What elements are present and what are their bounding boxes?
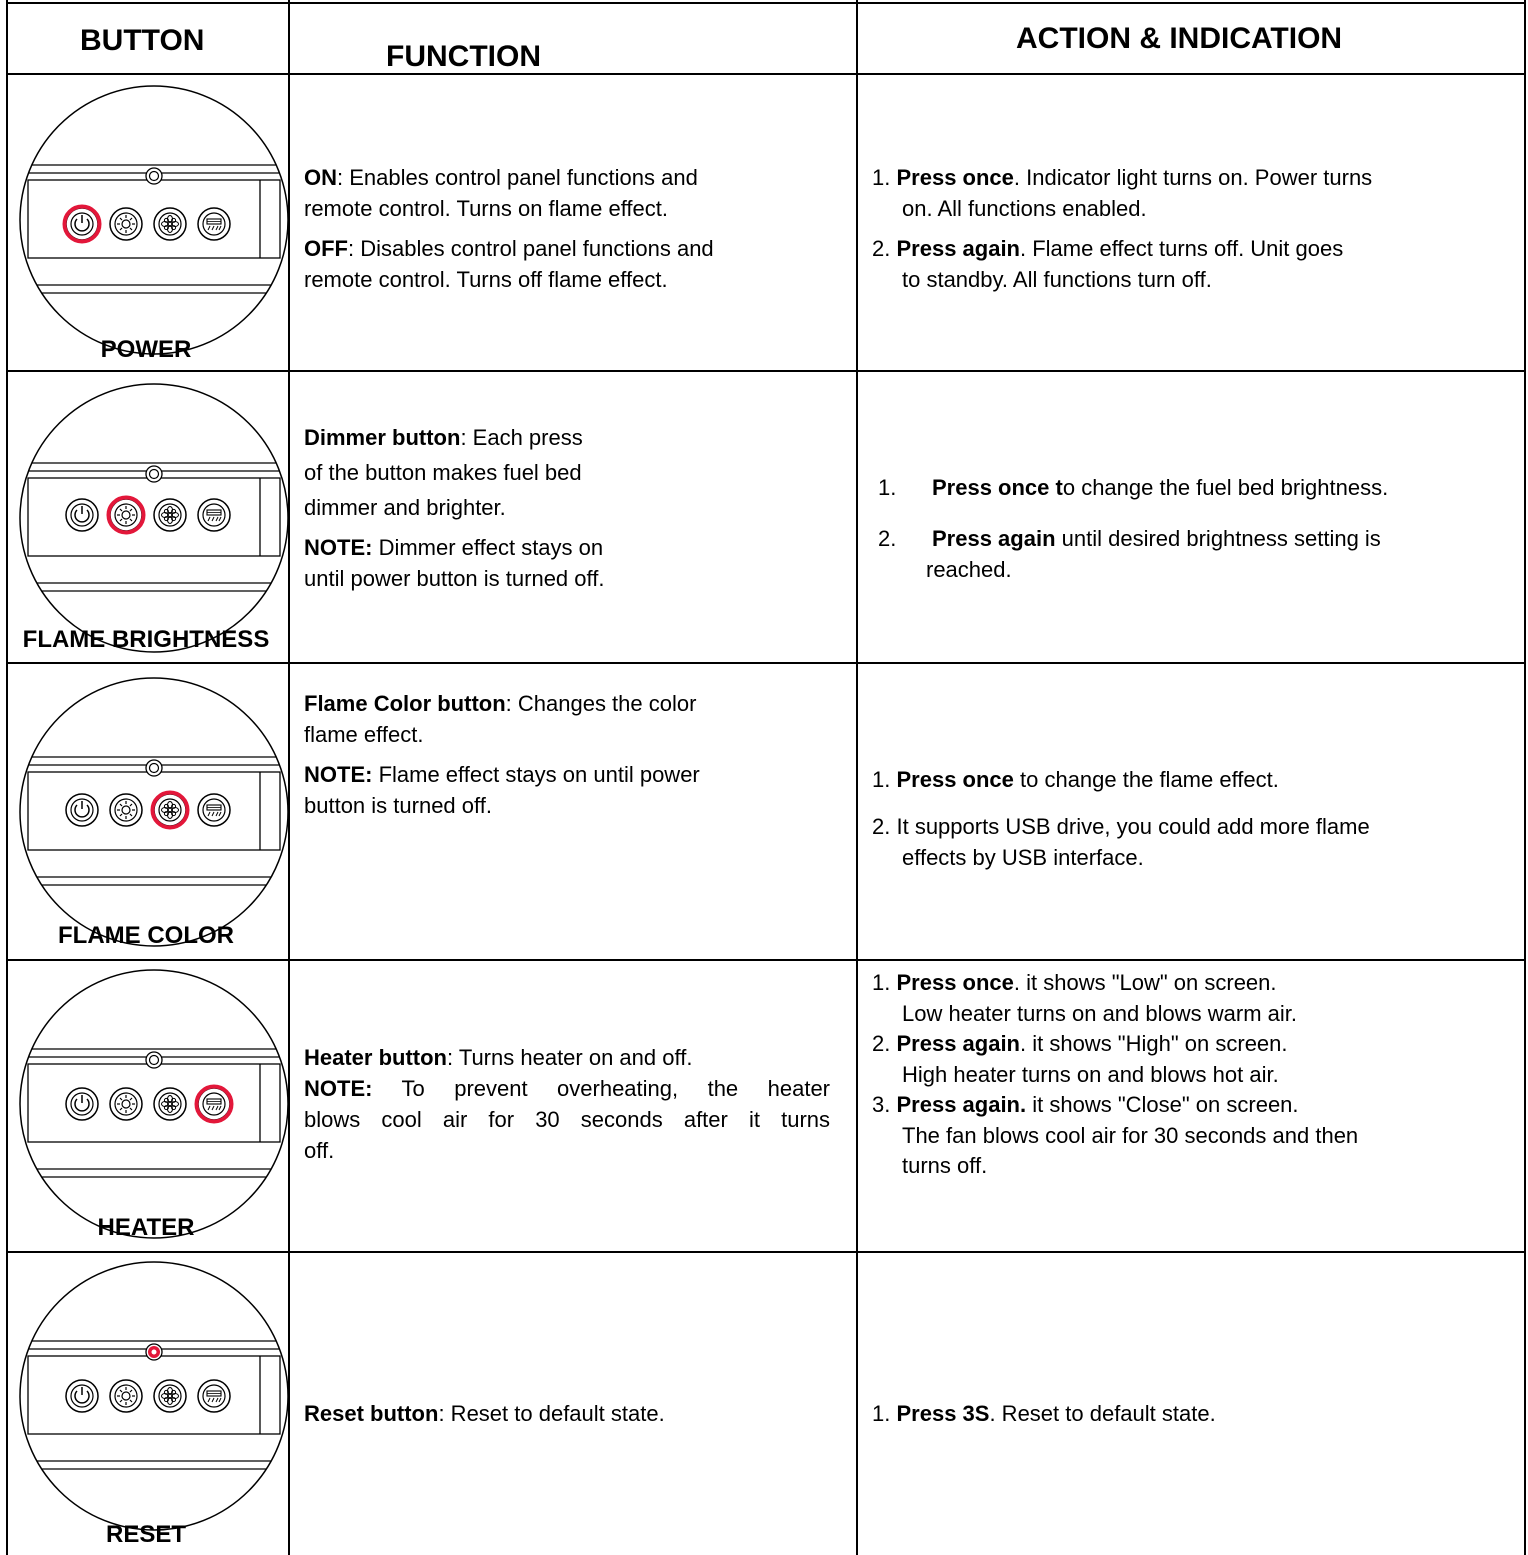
table-border-top (6, 2, 1526, 4)
row-label-flame-color: FLAME COLOR (58, 922, 234, 949)
reset-pinhole-icon (146, 760, 162, 776)
flame-flower-icon (154, 1088, 186, 1120)
function-cell-power: ON: Enables control panel functions and remote control. Turns on flame effect. OFF: Disables control panel functions and remote control. Turns off flame effect. (304, 165, 714, 292)
function-cell-brightness: Dimmer button: Each press of the button makes fuel bed dimmer and brighter. NOTE: Dimmer effect stays on until power button is turned off. (304, 425, 605, 591)
control-panel-diagram-heater (14, 964, 294, 1244)
row-divider (6, 73, 1526, 75)
action-cell-reset: 1. Press 3S. Reset to default state. (872, 1401, 1216, 1426)
flame-flower-icon (154, 499, 186, 531)
control-panel-diagram-power (14, 80, 294, 360)
heater-icon (198, 499, 230, 531)
sun-bulb-icon (109, 498, 144, 533)
row-divider (6, 959, 1526, 961)
heater-icon (198, 794, 230, 826)
function-cell-reset: Reset button: Reset to default state. (304, 1401, 665, 1426)
row-label-power: POWER (100, 336, 192, 363)
row-divider (6, 370, 1526, 372)
heater-icon (198, 1380, 230, 1412)
row-label-flame-brightness: FLAME BRIGHTNESS (22, 626, 270, 653)
sun-bulb-icon (110, 1088, 142, 1120)
function-cell-color: Flame Color button: Changes the color flame effect. NOTE: Flame effect stays on until power button is turned off. (304, 691, 700, 818)
header-action: ACTION & INDICATION (1016, 22, 1343, 55)
sun-bulb-icon (110, 1380, 142, 1412)
reset-pinhole-icon (146, 466, 162, 482)
action-cell-color: 1. Press once to change the flame effect. 2. It supports USB drive, you could add more flame effects by USB interface. (872, 767, 1370, 870)
function-cell-heater: Heater button: Turns heater on and off. NOTE: To prevent overheating, the heater blows cool air for 30 seconds after it turns off. (304, 1045, 830, 1163)
sun-bulb-icon (110, 208, 142, 240)
row-label-reset: RESET (105, 1521, 186, 1548)
action-cell-power: 1. Press once. Indicator light turns on. Power turns on. All functions enabled. 2. Press again. Flame effect turns off. Unit goes to standby. All functions turn off. (872, 165, 1373, 292)
row-label-heater: HEATER (97, 1214, 195, 1241)
heater-icon (197, 1087, 232, 1122)
header-button: BUTTON (80, 24, 205, 57)
row-divider (6, 662, 1526, 664)
reset-pinhole-icon (146, 1344, 162, 1360)
control-panel-diagram-color (14, 672, 294, 952)
col-divider (856, 0, 858, 1555)
col-divider (6, 0, 8, 1555)
col-divider (1524, 0, 1526, 1555)
power-icon (66, 1380, 98, 1412)
control-panel-diagram-reset (14, 1256, 294, 1536)
flame-flower-icon (154, 1380, 186, 1412)
reset-pinhole-icon (146, 1052, 162, 1068)
power-icon (66, 499, 98, 531)
action-cell-heater: 1. Press once. it shows "Low" on screen. Low heater turns on and blows warm air. 2. Press again. it shows "High" on screen. High heater turns on and blows hot air. 3. Press again. it shows "Close" on screen. The fan blows cool air for 30 seconds and then turns off. (872, 970, 1359, 1178)
power-icon (65, 207, 100, 242)
power-icon (66, 794, 98, 826)
flame-flower-icon (153, 793, 188, 828)
row-divider (6, 1251, 1526, 1253)
sun-bulb-icon (110, 794, 142, 826)
heater-icon (198, 208, 230, 240)
flame-flower-icon (154, 208, 186, 240)
action-cell-brightness: 1. Press once to change the fuel bed brightness. 2. Press again until desired brightness setting is reached. (878, 475, 1389, 582)
power-icon (66, 1088, 98, 1120)
control-panel-diagram-brightness (14, 378, 294, 658)
header-function: FUNCTION (386, 40, 541, 73)
reset-pinhole-icon (146, 168, 162, 184)
